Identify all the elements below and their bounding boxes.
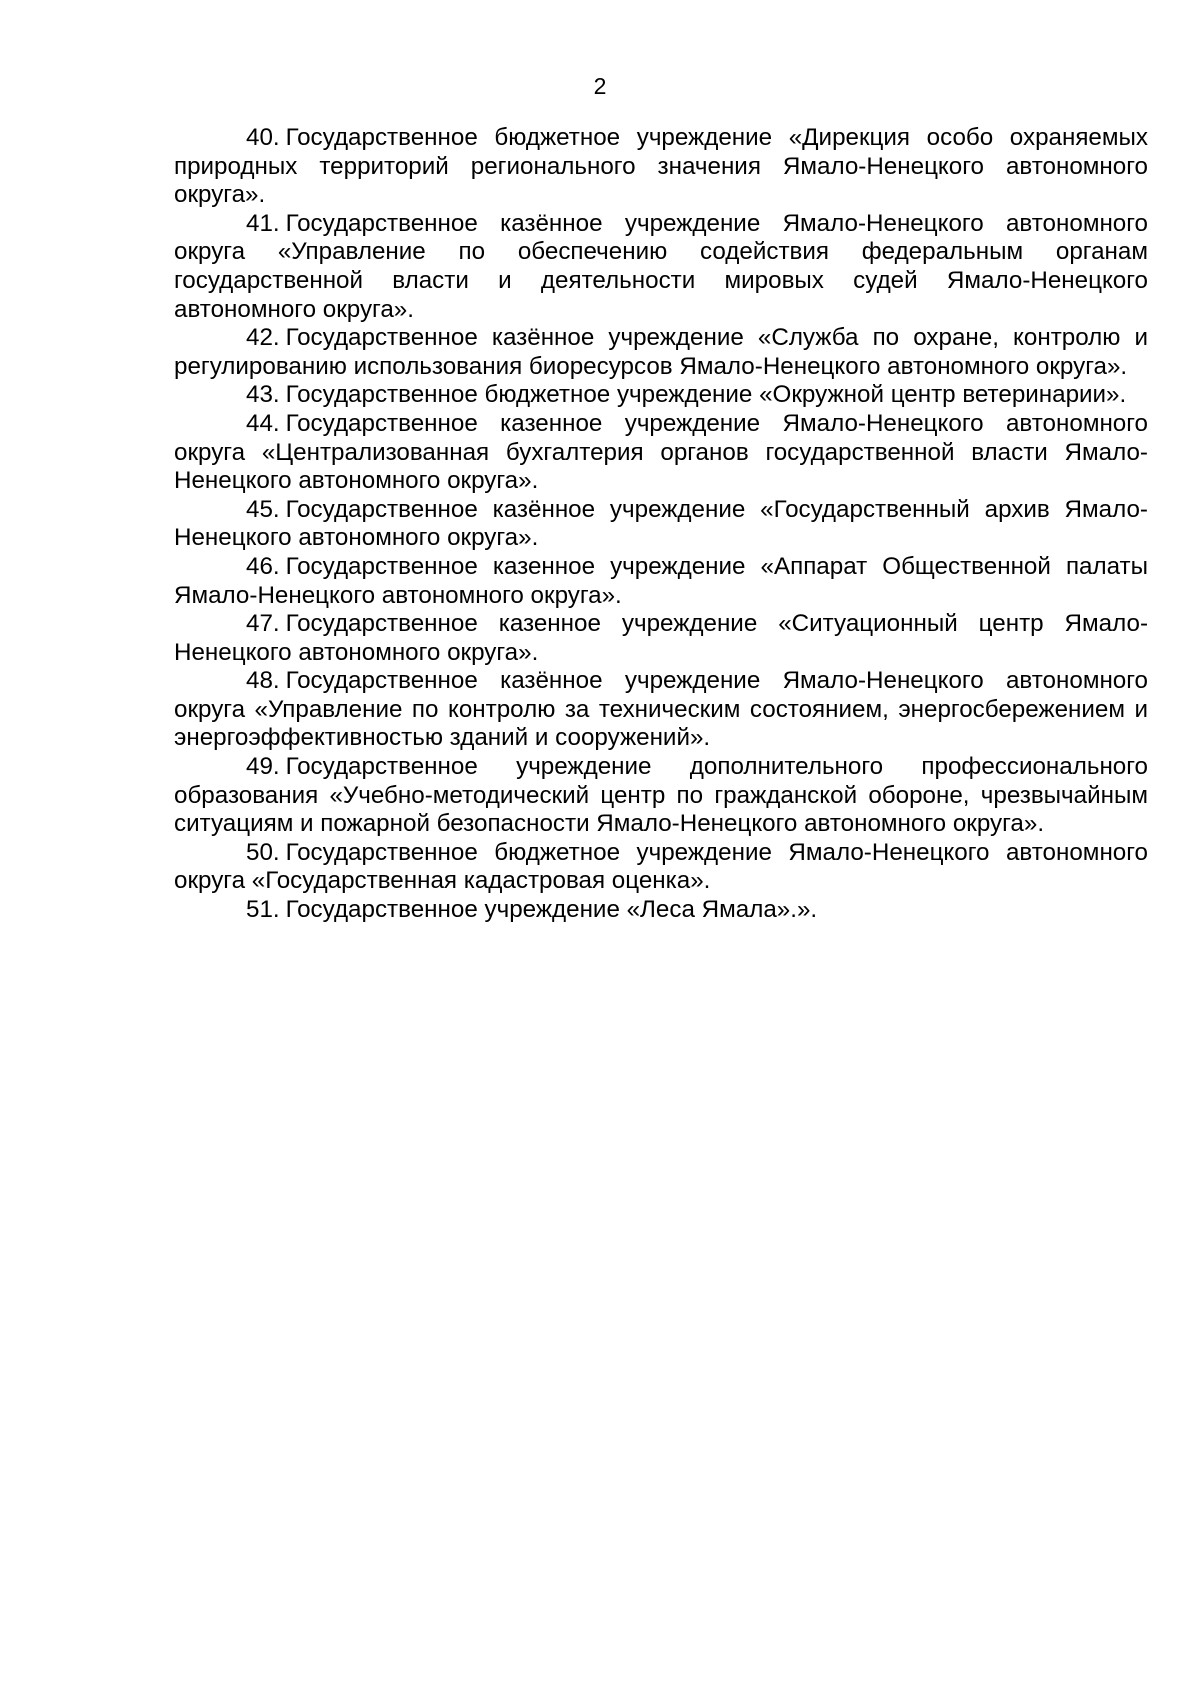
list-item: [174, 324, 1148, 381]
item-text: Государственное казенное учреждение Ямало-Ненецкого автономного округа «Централизованная бухгалтерия органов государственной власти Ямало-Ненецкого автономного округа».: [174, 409, 1148, 495]
item-number: 45.: [246, 495, 280, 523]
list-item: [174, 667, 1148, 753]
item-number: 43.: [246, 381, 280, 409]
list-item: [174, 839, 1148, 896]
item-text: Государственное казенное учреждение «Аппарат Общественной палаты Ямало-Ненецкого автономного округа».: [174, 552, 1148, 609]
item-number: 47.: [246, 610, 280, 638]
list-item: [174, 496, 1148, 553]
list-item: [174, 610, 1148, 667]
item-number: 44.: [246, 409, 280, 437]
item-text: Государственное казённое учреждение «Служба по охране, контролю и регулированию использования биоресурсов Ямало-Ненецкого автономного округа».: [174, 324, 1148, 380]
list-item: [174, 381, 1148, 410]
item-number: 46.: [246, 552, 280, 580]
item-number: 49.: [246, 753, 280, 781]
item-number: 42.: [246, 324, 280, 352]
list-item: [174, 553, 1148, 610]
item-number: 48.: [246, 667, 280, 695]
item-text: Государственное бюджетное учреждение «Дирекция особо охраняемых природных территорий регионального значения Ямало-Ненецкого автономного округа».: [174, 124, 1148, 209]
item-text: Государственное казённое учреждение Ямало-Ненецкого автономного округа «Управление по обеспечению содействия федеральным органам государственной власти и деятельности мировых судей Ямало-Ненецкого автономного округа».: [174, 209, 1148, 323]
item-text: Государственное казённое учреждение «Государственный архив Ямало-Ненецкого автономного округа».: [174, 495, 1148, 552]
item-number: 51.: [246, 896, 280, 924]
document-body: [174, 124, 1148, 925]
list-item: [174, 210, 1148, 324]
item-number: 50.: [246, 838, 280, 866]
list-item: [174, 896, 1148, 925]
page-number: 2: [593, 73, 607, 99]
item-text: Государственное учреждение «Леса Ямала».».: [285, 896, 818, 924]
list-item: [174, 410, 1148, 496]
item-text: Государственное казённое учреждение Ямало-Ненецкого автономного округа «Управление по контролю за техническим состоянием, энергосбережением и энергоэффективностью зданий и сооружений».: [174, 667, 1148, 752]
list-item: [174, 124, 1148, 210]
item-text: Государственное бюджетное учреждение «Окружной центр ветеринарии».: [285, 381, 1127, 409]
list-item: [174, 753, 1148, 839]
item-number: 41.: [246, 209, 280, 237]
item-text: Государственное казенное учреждение «Ситуационный центр Ямало-Ненецкого автономного округа».: [174, 610, 1148, 666]
item-number: 40.: [246, 124, 280, 151]
item-text: Государственное бюджетное учреждение Ямало-Ненецкого автономного округа «Государственная кадастровая оценка».: [174, 838, 1148, 895]
item-text: Государственное учреждение дополнительного профессионального образования «Учебно-методический центр по гражданской обороне, чрезвычайным ситуациям и пожарной безопасности Ямало-Ненецкого автономного округа».: [174, 753, 1148, 838]
